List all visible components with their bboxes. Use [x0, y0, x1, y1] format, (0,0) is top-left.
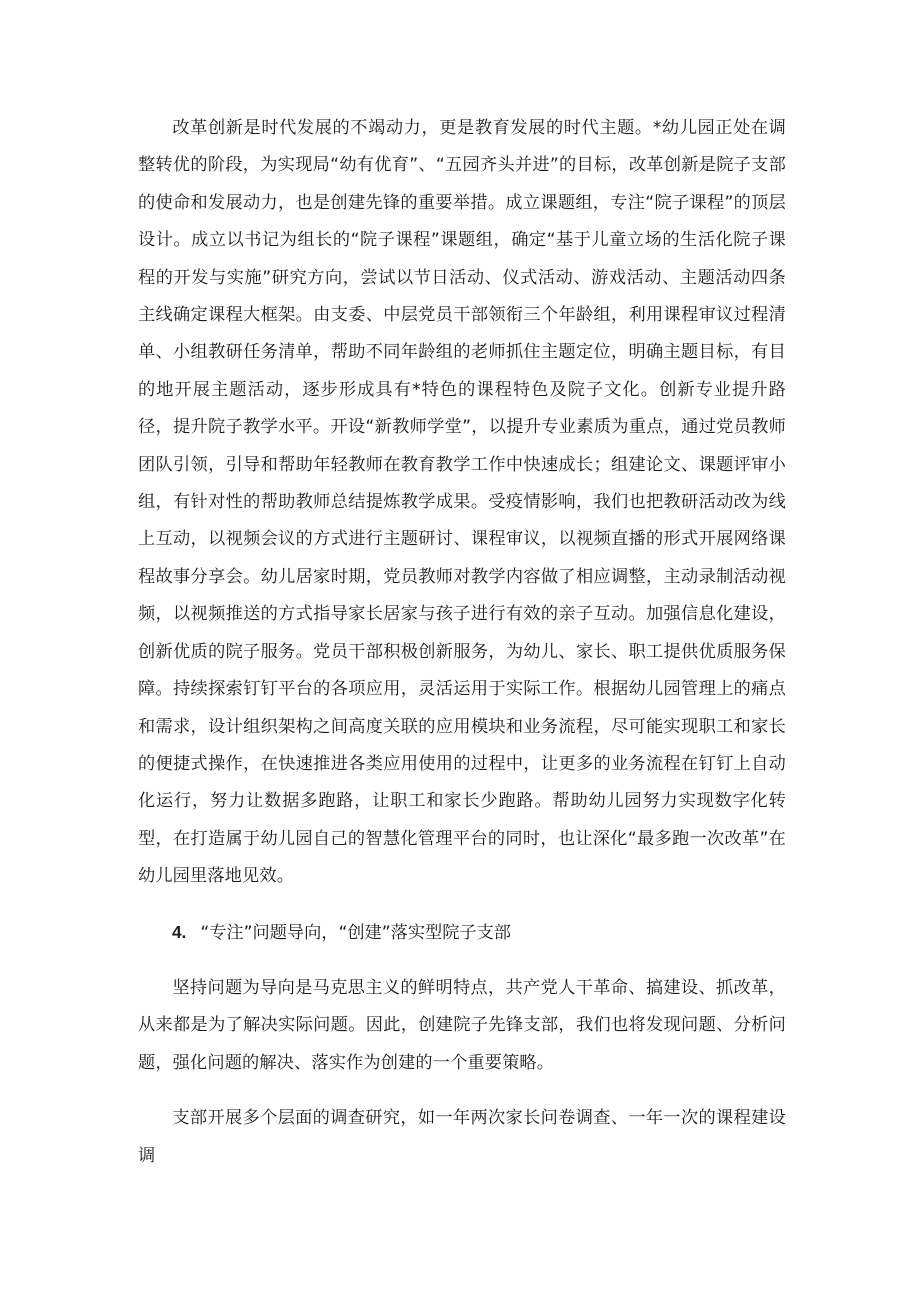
paragraph-gap [138, 1082, 786, 1100]
section-number: 4. [172, 921, 187, 942]
section-title: “专注”问题导向，“创建”落实型院子支部 [200, 922, 511, 943]
document-page [138, 110, 786, 1175]
body-paragraph: 改革创新是时代发展的不竭动力，更是教育发展的时代主题。*幼儿园正处在调整转优的阶段，为实现局“幼有优育”、“五园齐头并进”的目标，改革创新是院子支部的使命和发展动力，也是创建先锋的重要举措。成立课题组，专注“院子课程”的顶层设计。成立以书记为组长的“院子课程”课题组，确定“基于儿童立场的生活化院子课程的开发与实施”研究方向，尝试以节日活动、仪式活动、游戏活动、主题活动四条主线确定课程大框架。由支委、中层党员干部领衔三个年龄组，利用课程审议过程清单、小组教研任务清单，帮助不同年龄组的老师抓住主题定位，明确主题目标，有目的地开展主题活动，逐步形成具有*特色的课程特色及院子文化。创新专业提升路径，提升院子教学水平。开设“新教师学堂”，以提升专业素质为重点，通过党员教师团队引领，引导和帮助年轻教师在教育教学工作中快速成长；组建论文、课题评审小组，有针对性的帮助教师总结提炼教学成果。受疫情影响，我们也把教研活动改为线上互动，以视频会议的方式进行主题研讨、课程审议，以视频直播的形式开展网络课程故事分享会。幼儿居家时期，党员教师对教学内容做了相应调整，主动录制活动视频，以视频推送的方式指导家长居家与孩子进行有效的亲子互动。加强信息化建设，创新优质的院子服务。党员干部积极创新服务，为幼儿、家长、职工提供优质服务保障。持续探索钉钉平台的各项应用，灵活运用于实际工作。根据幼儿园管理上的痛点和需求，设计组织架构之间高度关联的应用模块和业务流程，尽可能实现职工和家长的便捷式操作，在快速推进各类应用使用的过程中，让更多的业务流程在钉钉上自动化运行，努力让数据多跑路，让职工和家长少跑路。帮助幼儿园努力实现数字化转型，在打造属于幼儿园自己的智慧化管理平台的同时，也让深化“最多跑一次改革”在幼儿园里落地见效。 [138, 118, 786, 887]
body-paragraph: 坚持问题为导向是马克思主义的鲜明特点，共产党人干革命、搞建设、抓改革，从来都是为了解决实际问题。因此，创建院子先锋支部，我们也将发现问题、分析问题，强化问题的解决、落实作为创建的一个重要策略。 [138, 977, 786, 1073]
section-heading [138, 914, 786, 952]
body-paragraph: 支部开展多个层面的调查研究，如一年两次家长问卷调查、一年一次的课程建设调 [138, 1108, 786, 1166]
